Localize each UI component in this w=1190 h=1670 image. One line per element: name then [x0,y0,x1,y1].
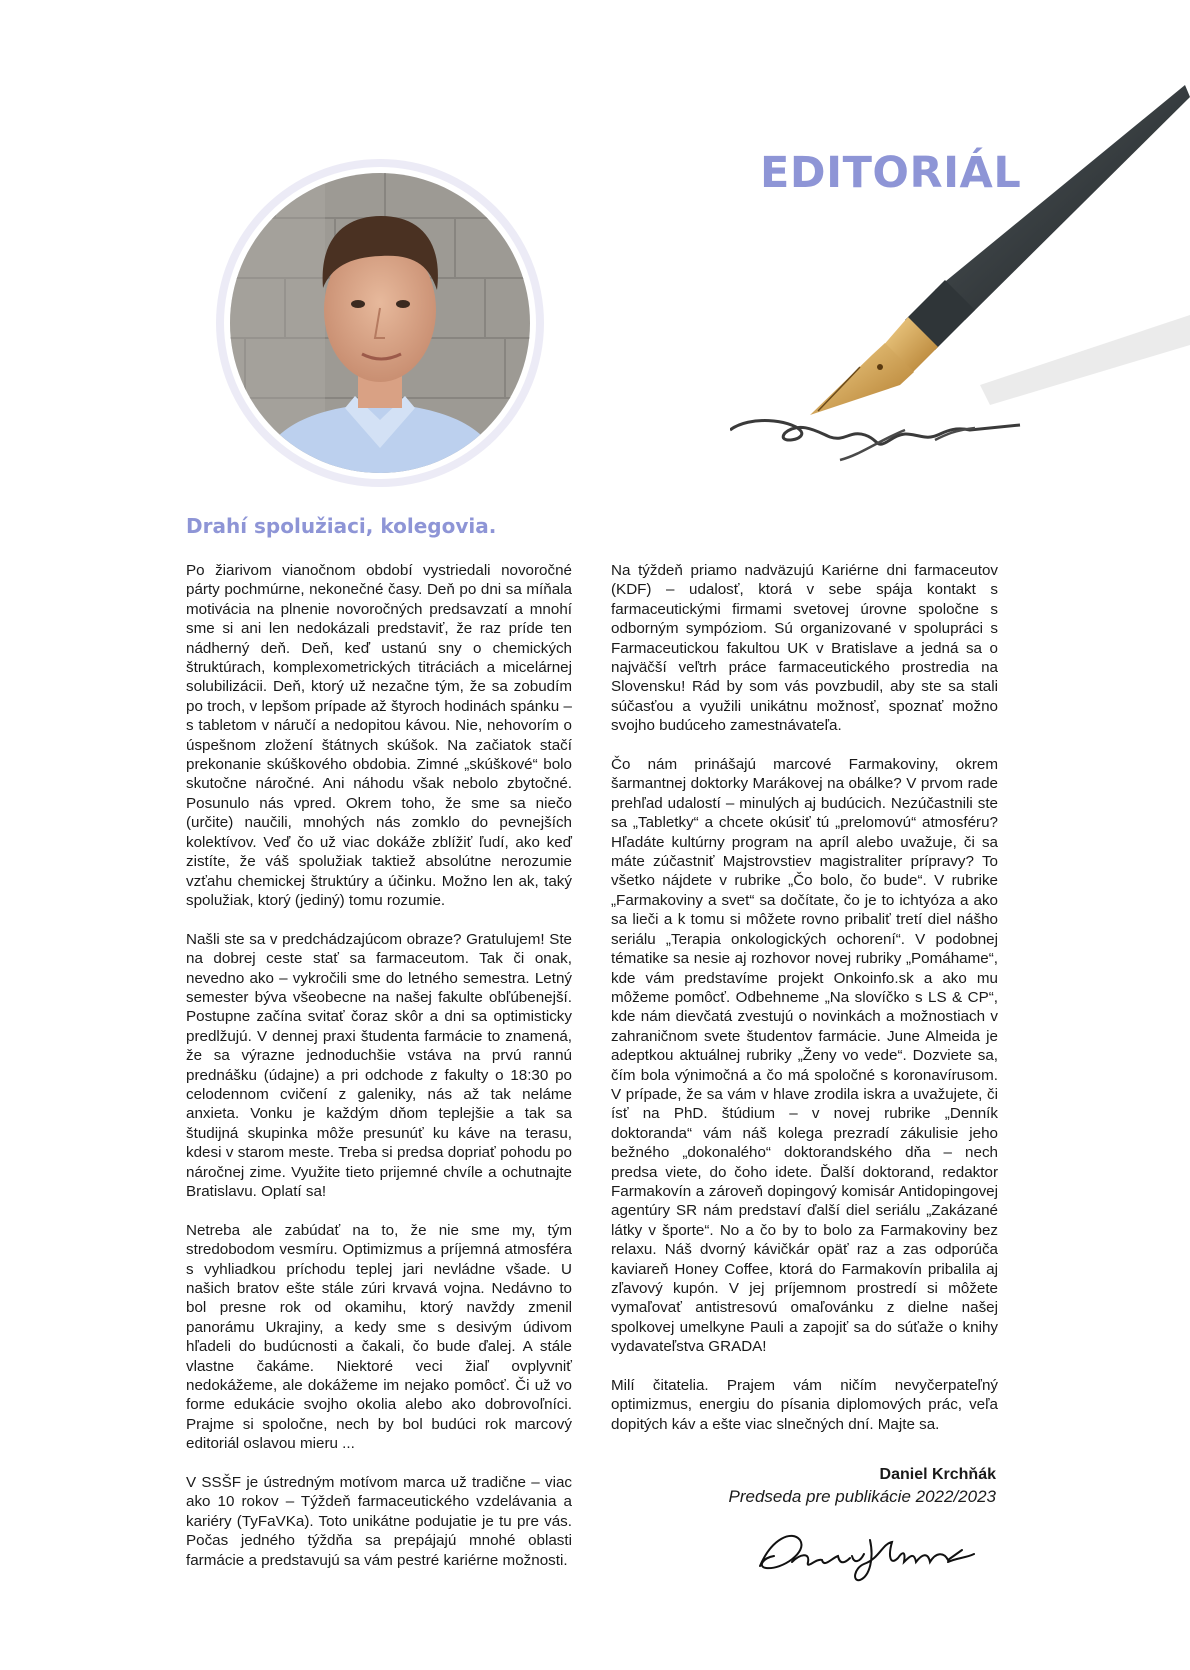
paragraph: Na týždeň priamo nadväzujú Kariérne dni farmaceutov (KDF) – udalosť, ktorá v sebe spája kontakt s farmaceutickými firmami svetovej úrovne spoločne s odborným sympóziom. Sú organizované v spolupráci s Farmaceutickou fakultou UK v Bratislave a jedná sa o najväčší veľtrh práce farmaceutického prostredia na Slovensku! Rád by som vás povzbudil, aby ste sa stali súčasťou a využili unikátnu možnosť, spoznať možno svojho budúceho zamestnávateľa. [611,562,998,735]
article-column-right [611,561,998,1454]
paragraph: Netreba ale zabúdať na to, že nie sme my, tým stredobodom vesmíru. Optimizmus a príjemná atmosféra s vyhliadkou príchodu teplej jari nevládne všade. U našich bratov ešte stále zúri krvavá vojna. Nedávno to bol presne rok od okamihu, ktorý navždy zmenil panorámu Ukrajiny, a kedy sme s desivým údivom hľadeli do budúcnosti a čakali, čo bude ďalej. A stále vlastne čakáme. Niektoré veci žiaľ ovplyvniť nedokážeme, ale dokážeme im nejako pomôcť. Či už vo forme edukácie svojho okolia alebo ako dobrovoľníci. Prajme si spoločne, nech by bol budúci rok marcový editoriál oslavou mieru ... [186,1221,572,1453]
author-role: Predseda pre publikácie 2022/2023 [728,1487,996,1506]
paragraph: Milí čitatelia. Prajem vám ničím nevyčerpateľný optimizmus, energiu do písania diplomových prác, veľa dopitých káv a ešte viac slnečných dní. Majte sa. [611,1377,998,1433]
greeting-heading: Drahí spolužiaci, kolegovia. [186,514,497,538]
author-name: Daniel Krchňák [879,1466,996,1483]
fountain-pen-icon [730,85,1190,505]
article-column-left [186,561,572,1589]
paragraph: Našli ste sa v predchádzajúcom obraze? Gratulujem! Ste na dobrej ceste stať sa farmaceutom. Tak či onak, nevedno ako – vykročili sme do letného semestra. Letný semester býva všeobecne na našej fakulte obľúbenejší. Postupne začína svitať čoraz skôr a dni sa optimisticky predlžujú. V dennej praxi študenta farmácie to znamená, že sa výrazne jednoduchšie vstáva na prvú rannú prednášku (údajne) a pri odchode z fakulty o 18:30 po celodennom cvičení z galeniky, nás až tak neláme anxieta. Vonku je každým dňom teplejšie a tak sa študijná skupinka môže presunúť ku káve na terasu, kdesi v starom meste. Treba si predsa dopriať pohodu po náročnej zime. Využite tieto prijemné chvíle a ochutnajte Bratislavu. Oplatí sa! [186,930,572,1200]
paragraph: V SSŠF je ústredným motívom marca už tradične – viac ako 10 rokov – Týždeň farmaceutického vzdelávania a kariéry (TyFaVKa). Toto unikátne podujatie je tu pre vás. Počas jedného týždňa sa prepájajú mnohé oblasti farmácie a predstavujú sa vám pestré kariérne možnosti. [186,1474,572,1569]
paragraph: Čo nám prinášajú marcové Farmakoviny, okrem šarmantnej doktorky Marákovej na obálke? V prvom rade prehľad udalostí – minulých aj budúcich. Nezúčastnili ste sa „Tabletky“ a chcete okúsiť tú „prelomovú“ atmosféru? Hľadáte kultúrny program na apríl alebo uvažuje, či sa máte zúčastniť Majstrovstiev magistraliter prípravy? To všetko nájdete v rubrike „Čo bolo, čo bude“. V rubrike „Farmakoviny a svet“ sa dočítate, čo je to ichtyóza a ako sa lieči a k tomu si môžete rovno pribaliť tretí diel nášho seriálu „Terapia onkologických ochorení“. V podobnej tématike sa nesie aj rozhovor novej rubriky „Pomáhame“, kde vám predstavíme projekt Onkoinfo.sk a ako mu môžeme pomôcť. Odbehneme „Na slovíčko s LS & CP“, kde nám dievčatá zvestujú o novinkách a možnostiach v zahraničnom svete študentov farmácie. June Almeida je adeptkou aktuálnej rubriky „Ženy vo vede“. Dozviete sa, čím bola výnimočná a čo má spoločné s koronavírusom. V prípade, že sa vám v hlave zrodila iskra a uvažujete, či ísť na PhD. štúdium – v novej rubrike „Denník doktoranda“ vám náš kolega prezradí zákulisie jeho bežného „dokonalého“ doktorandského dňa – nech predsa viete, do čoho idete. Ďalší doktorand, redaktor Farmakovín a zároveň dopingový komisár Antidopingovej agentúry SR nám predstaví ďalší diel seriálu „Zakázané látky v športe“. No a čo by to bolo za Farmakoviny bez relaxu. Náš dvorný kávičkár opäť raz a zas odporúča kaviareň Honey Coffee, ktorá do Farmakovín pribalila aj zľavový kupón. V jej príjemnom prostredí si môžete vymaľovať antistresovú omaľovánku z dielne našej spolkovej umelkyne Pauli a zapojiť sa do súťaže o knihy vydavateľstva GRADA! [611,756,998,1356]
page-title: EDITORIÁL [760,148,1022,198]
handwritten-signature [752,1518,982,1588]
portrait-photo [215,158,545,488]
paragraph: Po žiarivom vianočnom období vystriedali novoročné párty pochmúrne, nekonečné časy. Deň po dni sa míňala motivácia na plnenie novoročných predsavzatí a mnohí sme si ani len nedokázali predstaviť, že raz príde ten nádherný deň. Deň, keď ustanú sny o chemických štruktúrach, komplexometrických titráciách a micelárnej solubilizácii. Deň, ktorý už nezačne tým, že sa zobudím po troch, v lepšom prípade až štyroch hodinách spánku – s tabletom v náručí a nedopitou kávou. Nie, nehovorím o úspešnom zložení štátnych skúšok. Na začiatok stačí prekonanie skúškového obdobia. Zimné „skúškové“ bolo skutočne náročné. Ani náhodu však nebolo zbytočné. Posunulo nás vpred. Okrem toho, že sme sa niečo (určite) naučili, mnohých nás zomklo do pevnejších kolektívov. Veď čo už viac dokáže zblížiť ľudí, ako keď zistíte, že váš spolužiak taktiež absolútne nerozumie vzťahu chemickej štruktúry a účinku. Možno len ak, taký spolužiak, ktorý (jediný) tomu rozumie. [186,562,572,909]
